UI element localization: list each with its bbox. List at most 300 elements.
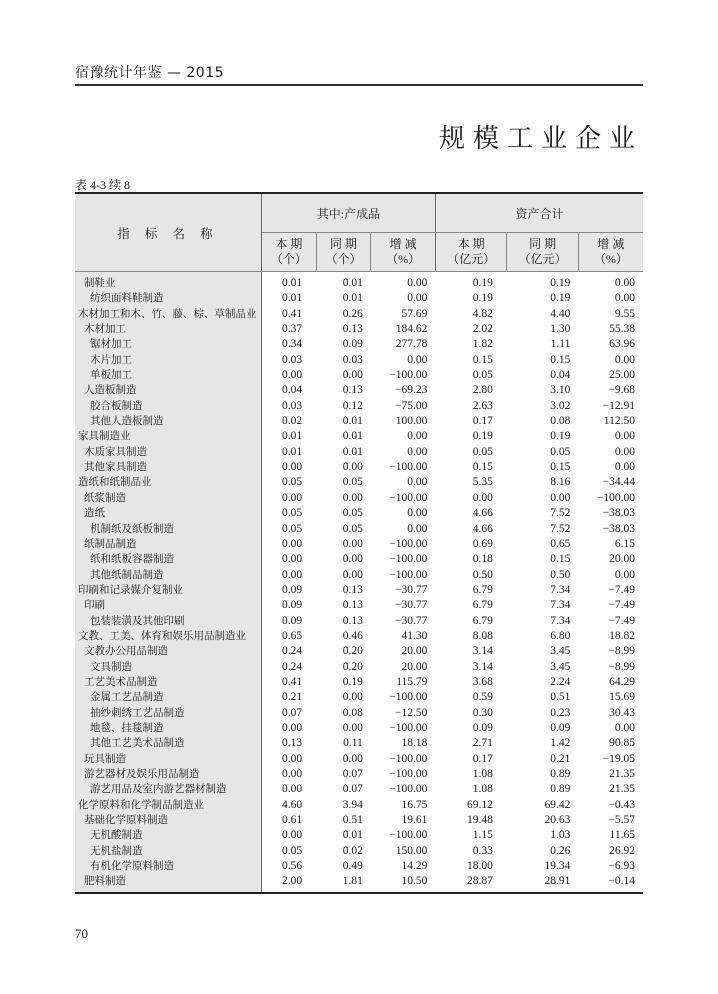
cell-value: 18.82 (609, 629, 635, 642)
cell-value: 0.65 (282, 629, 303, 642)
cell-value: −30.77 (395, 599, 428, 612)
cell-value: 0.41 (282, 307, 303, 320)
table-row (75, 307, 643, 322)
cell-value: 14.29 (401, 860, 428, 873)
table-row (75, 383, 643, 398)
table-row (75, 706, 643, 721)
cell-value: 0.17 (472, 415, 493, 428)
subheader-prior: 同 期 （亿元） (507, 233, 578, 272)
cell-value: 0.15 (472, 461, 493, 474)
cell-value: −100.00 (389, 553, 428, 566)
subheader-change: 增 减 （%） (371, 233, 436, 272)
cell-value: 0.05 (282, 507, 303, 520)
cell-value: −19.05 (602, 752, 635, 765)
header-rule (75, 84, 643, 86)
cell-value: −0.14 (608, 875, 635, 888)
cell-value: 0.00 (342, 721, 363, 734)
row-label: 胶合板制造 (75, 399, 262, 414)
row-label: 包装装潢及其他印刷 (75, 614, 262, 629)
cell-value: 7.34 (550, 583, 571, 596)
cell-value: 0.00 (614, 292, 635, 305)
cell-value: 0.05 (282, 476, 303, 489)
cell-value: 28.91 (544, 875, 571, 888)
table-row (75, 782, 643, 797)
cell-value: 0.15 (550, 461, 571, 474)
cell-value: 0.65 (550, 537, 571, 550)
cell-value: 0.07 (342, 768, 363, 780)
cell-value: −100.00 (389, 752, 428, 765)
row-label: 木材加工 (75, 322, 262, 337)
table-header-row (75, 193, 643, 233)
cell-value: −7.49 (608, 599, 635, 612)
row-label: 地毯、挂毯制造 (75, 721, 262, 736)
row-label: 玩具制造 (75, 752, 262, 767)
cell-value: 0.09 (472, 721, 493, 734)
cell-value: 0.89 (550, 768, 571, 780)
cell-value: 0.00 (282, 752, 303, 765)
cell-value: 0.00 (614, 461, 635, 474)
cell-value: 90.85 (609, 737, 635, 750)
indicator-name-header: 指 标 名 称 (75, 193, 262, 272)
cell-value: 19.48 (467, 814, 493, 827)
cell-value: 0.69 (472, 537, 493, 550)
cell-value: 0.04 (282, 384, 303, 397)
table-row (75, 272, 643, 292)
cell-value: −38.03 (602, 507, 635, 520)
cell-value: −100.00 (389, 829, 428, 842)
cell-value: 0.19 (472, 430, 493, 443)
row-label: 其他人造板制造 (75, 414, 262, 429)
cell-value: 0.00 (407, 430, 428, 443)
cell-value: 0.01 (282, 277, 303, 289)
cell-value: 0.26 (550, 844, 571, 857)
cell-value: 28.87 (467, 875, 493, 888)
cell-value: 0.09 (282, 614, 303, 627)
subheader-prior: 同 期 （个） (316, 233, 371, 272)
cell-value: 8.16 (550, 476, 571, 489)
table-row (75, 844, 643, 859)
table-row (75, 568, 643, 583)
table-row (75, 506, 643, 521)
cell-value: 0.00 (407, 292, 428, 305)
cell-value: 0.05 (342, 522, 363, 535)
cell-value: 0.00 (614, 721, 635, 734)
cell-value: 19.34 (544, 860, 571, 873)
cell-value: 0.13 (282, 737, 303, 750)
cell-value: 115.79 (396, 675, 428, 688)
cell-value: 0.00 (342, 537, 363, 550)
table-row (75, 859, 643, 874)
cell-value: 0.34 (282, 338, 303, 351)
cell-value: 0.30 (472, 706, 493, 719)
cell-value: 2.02 (472, 323, 493, 336)
cell-value: 0.02 (342, 844, 363, 857)
cell-value: 3.14 (472, 660, 493, 673)
row-label: 有机化学原料制造 (75, 859, 262, 874)
cell-value: 6.79 (472, 599, 493, 612)
cell-value: 0.00 (282, 553, 303, 566)
table-row (75, 721, 643, 736)
cell-value: 0.15 (550, 353, 571, 366)
cell-value: −100.00 (389, 461, 428, 474)
row-label: 无机酸制造 (75, 828, 262, 843)
cell-value: 0.33 (472, 844, 493, 857)
table-caption: 表 4-3 续 8 (75, 178, 130, 192)
cell-value: 0.15 (550, 553, 571, 566)
cell-value: 0.00 (342, 553, 363, 566)
cell-value: 0.02 (282, 415, 303, 428)
cell-value: 0.19 (472, 292, 493, 305)
row-label: 无机盐制造 (75, 844, 262, 859)
cell-value: 20.00 (401, 645, 428, 658)
cell-value: 0.00 (282, 829, 303, 842)
cell-value: 20.00 (609, 553, 635, 566)
row-label: 文具制造 (75, 660, 262, 675)
cell-value: 19.61 (401, 814, 428, 827)
group-header-finished-goods: 其中:产成品 (262, 193, 436, 233)
cell-value: 1.08 (472, 783, 493, 796)
cell-value: 7.34 (550, 614, 571, 627)
cell-value: 150.00 (395, 844, 428, 857)
cell-value: 0.00 (282, 369, 303, 382)
cell-value: 0.00 (282, 537, 303, 550)
cell-value: 0.23 (550, 706, 571, 719)
row-label: 工艺美术品制造 (75, 675, 262, 690)
cell-value: 0.03 (282, 399, 303, 412)
cell-value: 0.01 (282, 445, 303, 458)
cell-value: 0.00 (407, 507, 428, 520)
cell-value: 0.00 (614, 277, 635, 289)
cell-value: 1.81 (342, 875, 363, 888)
cell-value: 4.40 (550, 307, 571, 320)
cell-value: 0.08 (342, 706, 363, 719)
cell-value: 3.02 (550, 399, 571, 412)
cell-value: 3.10 (550, 384, 571, 397)
cell-value: 0.21 (282, 691, 303, 704)
cell-value: 1.42 (550, 737, 571, 750)
cell-value: 0.07 (342, 783, 363, 796)
cell-value: 0.00 (407, 522, 428, 535)
cell-value: −100.00 (389, 568, 428, 581)
table-row (75, 736, 643, 751)
cell-value: −7.49 (608, 614, 635, 627)
row-label: 单板加工 (75, 368, 262, 383)
cell-value: 0.19 (550, 292, 571, 305)
cell-value: 9.55 (614, 307, 635, 320)
row-label: 抽纱刺绣工艺品制造 (75, 706, 262, 721)
cell-value: 0.15 (472, 353, 493, 366)
cell-value: 0.01 (342, 445, 363, 458)
cell-value: 0.01 (282, 292, 303, 305)
cell-value: −12.50 (395, 706, 428, 719)
cell-value: 21.35 (609, 768, 635, 780)
table-row (75, 460, 643, 475)
cell-value: 0.08 (550, 415, 571, 428)
cell-value: 10.50 (401, 875, 428, 888)
cell-value: 1.11 (550, 338, 571, 351)
row-label: 锯材加工 (75, 337, 262, 352)
cell-value: 2.24 (550, 675, 571, 688)
cell-value: 0.50 (472, 568, 493, 581)
cell-value: 0.13 (342, 614, 363, 627)
cell-value: 6.15 (614, 537, 635, 550)
cell-value: 0.61 (282, 814, 303, 827)
cell-value: 6.80 (550, 629, 571, 642)
cell-value: 0.00 (282, 491, 303, 504)
cell-value: 0.00 (614, 445, 635, 458)
cell-value: 15.69 (609, 691, 635, 704)
row-label: 游艺用品及室内游艺器材制造 (75, 782, 262, 797)
cell-value: 4.66 (472, 522, 493, 535)
cell-value: 0.37 (282, 323, 303, 336)
table-row (75, 675, 643, 690)
row-label: 纸浆制造 (75, 491, 262, 506)
table-row (75, 537, 643, 552)
cell-value: 0.01 (282, 430, 303, 443)
cell-value: 0.56 (282, 860, 303, 873)
cell-value: 0.00 (282, 768, 303, 780)
cell-value: −9.68 (608, 384, 635, 397)
cell-value: −30.77 (395, 614, 428, 627)
cell-value: 0.09 (550, 721, 571, 734)
cell-value: 4.60 (282, 798, 303, 811)
cell-value: 64.29 (609, 675, 635, 688)
table-row (75, 874, 643, 892)
cell-value: 0.00 (342, 752, 363, 765)
row-label: 机制纸及纸板制造 (75, 522, 262, 537)
cell-value: 0.20 (342, 645, 363, 658)
cell-value: 18.18 (401, 737, 428, 750)
cell-value: 4.66 (472, 507, 493, 520)
table-row (75, 337, 643, 352)
row-label: 其他工艺美术品制造 (75, 736, 262, 751)
row-label: 文教办公用品制造 (75, 644, 262, 659)
cell-value: 3.45 (550, 660, 571, 673)
cell-value: −5.57 (608, 814, 635, 827)
cell-value: 16.75 (401, 798, 428, 811)
cell-value: 0.05 (342, 476, 363, 489)
cell-value: 0.13 (342, 599, 363, 612)
cell-value: 0.00 (342, 691, 363, 704)
cell-value: 2.71 (472, 737, 493, 750)
cell-value: 18.00 (467, 860, 493, 873)
cell-value: 0.19 (472, 277, 493, 289)
cell-value: 3.94 (342, 798, 363, 811)
cell-value: −100.00 (596, 491, 635, 504)
cell-value: 0.00 (282, 461, 303, 474)
cell-value: −34.44 (602, 476, 635, 489)
cell-value: 0.13 (342, 583, 363, 596)
cell-value: 69.42 (544, 798, 571, 811)
cell-value: 0.01 (342, 292, 363, 305)
cell-value: −38.03 (602, 522, 635, 535)
cell-value: 0.03 (282, 353, 303, 366)
cell-value: 63.96 (609, 338, 635, 351)
cell-value: 100.00 (395, 415, 428, 428)
table-row (75, 660, 643, 675)
row-label: 家具制造业 (75, 429, 262, 444)
row-label: 基础化学原料制造 (75, 813, 262, 828)
cell-value: 41.30 (401, 629, 428, 642)
row-label: 纸和纸板容器制造 (75, 552, 262, 567)
cell-value: −30.77 (395, 583, 428, 596)
statistics-table (75, 192, 643, 894)
chapter-title: 规模工业企业 (438, 124, 643, 154)
cell-value: 0.00 (282, 568, 303, 581)
cell-value: 0.51 (550, 691, 571, 704)
cell-value: 0.11 (343, 737, 363, 750)
cell-value: 5.35 (472, 476, 493, 489)
cell-value: 0.07 (282, 706, 303, 719)
cell-value: 0.00 (472, 491, 493, 504)
running-head: 宿豫统计年鉴 — 2015 (75, 65, 225, 81)
cell-value: −100.00 (389, 537, 428, 550)
table-row (75, 429, 643, 444)
cell-value: 55.38 (609, 323, 635, 336)
cell-value: 0.03 (342, 353, 363, 366)
cell-value: 0.12 (342, 399, 363, 412)
cell-value: 8.08 (472, 629, 493, 642)
table-row (75, 644, 643, 659)
table-row (75, 322, 643, 337)
table-row (75, 690, 643, 705)
cell-value: 0.00 (407, 353, 428, 366)
cell-value: 0.05 (342, 507, 363, 520)
cell-value: −8.99 (608, 660, 635, 673)
cell-value: 0.09 (282, 599, 303, 612)
row-label: 造纸 (75, 506, 262, 521)
row-label: 其他家具制造 (75, 460, 262, 475)
cell-value: 0.19 (550, 430, 571, 443)
table-row (75, 491, 643, 506)
cell-value: 0.13 (342, 384, 363, 397)
cell-value: 0.21 (550, 752, 571, 765)
cell-value: 184.62 (395, 323, 428, 336)
cell-value: −6.93 (608, 860, 635, 873)
table-row (75, 399, 643, 414)
cell-value: 277.78 (395, 338, 428, 351)
table-row (75, 552, 643, 567)
cell-value: −100.00 (389, 491, 428, 504)
row-label: 制鞋业 (75, 272, 262, 292)
row-label: 纸制品制造 (75, 537, 262, 552)
cell-value: 0.59 (472, 691, 493, 704)
cell-value: 0.00 (550, 491, 571, 504)
table-row (75, 598, 643, 613)
cell-value: −8.99 (608, 645, 635, 658)
row-label: 金属工艺品制造 (75, 690, 262, 705)
cell-value: 3.14 (472, 645, 493, 658)
cell-value: 112.50 (603, 415, 635, 428)
cell-value: 0.24 (282, 645, 303, 658)
row-label: 造纸和纸制品业 (75, 475, 262, 490)
cell-value: 21.35 (609, 783, 635, 796)
table-row (75, 629, 643, 644)
row-label: 其他纸制品制造 (75, 568, 262, 583)
cell-value: −69.23 (395, 384, 428, 397)
cell-value: 0.04 (550, 369, 571, 382)
table-row (75, 445, 643, 460)
cell-value: −7.49 (608, 583, 635, 596)
cell-value: 1.30 (550, 323, 571, 336)
cell-value: 0.05 (282, 522, 303, 535)
cell-value: 0.13 (342, 323, 363, 336)
cell-value: 7.52 (550, 507, 571, 520)
cell-value: 0.00 (407, 476, 428, 489)
row-label: 肥料制造 (75, 874, 262, 892)
row-label: 木质家具制造 (75, 445, 262, 460)
cell-value: 0.00 (342, 461, 363, 474)
row-label: 游艺器材及娱乐用品制造 (75, 767, 262, 782)
cell-value: 2.63 (472, 399, 493, 412)
table-row (75, 368, 643, 383)
table-body (75, 272, 643, 893)
row-label: 人造板制造 (75, 383, 262, 398)
cell-value: 0.05 (550, 445, 571, 458)
cell-value: 0.00 (342, 491, 363, 504)
cell-value: 0.26 (342, 307, 363, 320)
cell-value: 0.01 (342, 430, 363, 443)
cell-value: 0.17 (472, 752, 493, 765)
cell-value: 0.01 (342, 415, 363, 428)
row-label: 木片加工 (75, 353, 262, 368)
table-row (75, 475, 643, 490)
cell-value: 0.00 (282, 783, 303, 796)
cell-value: 0.24 (282, 660, 303, 673)
cell-value: 20.63 (544, 814, 571, 827)
cell-value: 0.18 (472, 553, 493, 566)
cell-value: 1.82 (472, 338, 493, 351)
table-row (75, 767, 643, 782)
cell-value: −100.00 (389, 691, 428, 704)
cell-value: 4.82 (472, 307, 493, 320)
subheader-current: 本 期 （亿元） (435, 233, 506, 272)
cell-value: 0.05 (282, 844, 303, 857)
row-label: 木材加工和木、竹、藤、棕、草制品业 (75, 307, 262, 322)
table-row (75, 828, 643, 843)
cell-value: 0.00 (342, 568, 363, 581)
table-row (75, 798, 643, 813)
cell-value: 0.89 (550, 783, 571, 796)
cell-value: 0.00 (614, 430, 635, 443)
cell-value: 0.01 (342, 277, 363, 289)
cell-value: 7.52 (550, 522, 571, 535)
cell-value: 0.20 (342, 660, 363, 673)
cell-value: 7.34 (550, 599, 571, 612)
cell-value: 0.09 (342, 338, 363, 351)
cell-value: 0.05 (472, 369, 493, 382)
cell-value: −100.00 (389, 721, 428, 734)
cell-value: 26.92 (609, 844, 635, 857)
table-row (75, 813, 643, 828)
group-header-total-assets: 资产合计 (435, 193, 643, 233)
table-row (75, 353, 643, 368)
cell-value: 0.00 (614, 568, 635, 581)
cell-value: 6.79 (472, 614, 493, 627)
row-label: 文教、工美、体育和娱乐用品制造业 (75, 629, 262, 644)
table-row (75, 291, 643, 306)
cell-value: 0.51 (342, 814, 363, 827)
cell-value: 0.46 (342, 629, 363, 642)
cell-value: 11.65 (609, 829, 635, 842)
cell-value: 0.00 (407, 277, 428, 289)
cell-value: 0.41 (282, 675, 303, 688)
cell-value: 0.00 (342, 369, 363, 382)
table-row (75, 752, 643, 767)
page-number: 70 (75, 926, 88, 941)
row-label: 纺织面料鞋制造 (75, 291, 262, 306)
cell-value: 0.49 (342, 860, 363, 873)
